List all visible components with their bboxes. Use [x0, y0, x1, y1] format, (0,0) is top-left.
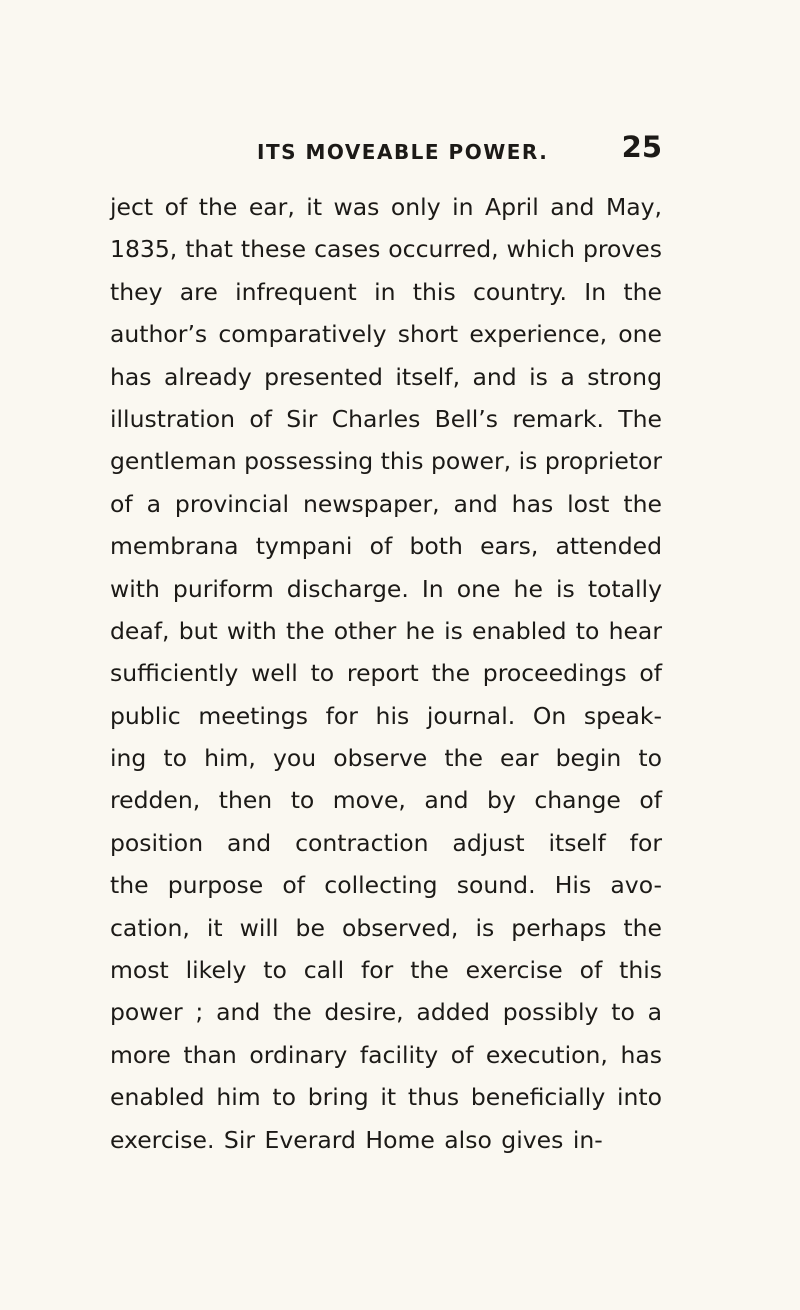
text-line: author’s comparatively short experience, one: [110, 320, 662, 349]
text-line: the purpose of collecting sound. His avo-: [110, 871, 662, 900]
text-line: most likely to call for the exercise of this: [110, 956, 662, 985]
text-line: power ; and the desire, added possibly to a: [110, 998, 662, 1027]
text-line: cation, it will be observed, is perhaps the: [110, 913, 662, 942]
text-line: position and contraction adjust itself for: [110, 828, 662, 857]
text-line: illustration of Sir Charles Bell’s remark. The: [110, 404, 662, 433]
text-line: gentleman possessing this power, is proprietor: [110, 447, 663, 476]
text-line: sufficiently well to report the proceedings of: [110, 659, 662, 688]
text-line: ing to him, you observe the ear begin to: [110, 744, 662, 773]
text-line: 1835, that these cases occurred, which proves: [110, 235, 662, 264]
text-line-last: exercise. Sir Everard Home also gives in-: [110, 1125, 603, 1154]
text-line: more than ordinary facility of execution, has: [110, 1040, 662, 1069]
page-number: 25: [621, 130, 662, 164]
running-head: [110, 130, 662, 170]
text-line: redden, then to move, and by change of: [110, 786, 662, 815]
body-text: [110, 186, 662, 1161]
text-line: public meetings for his journal. On speak-: [110, 701, 662, 730]
text-line: ject of the ear, it was only in April and May,: [110, 193, 662, 221]
text-line: of a provincial newspaper, and has lost the: [110, 489, 662, 518]
text-line: they are infrequent in this country. In the: [110, 277, 662, 306]
text-line: enabled him to bring it thus beneficially into: [110, 1083, 662, 1112]
text-line: with puriform discharge. In one he is totally: [110, 574, 662, 603]
running-title: ITS MOVEABLE POWER.: [257, 140, 549, 164]
text-line: membrana tympani of both ears, attended: [110, 532, 662, 561]
text-line: has already presented itself, and is a strong: [110, 362, 662, 391]
text-line: deaf, but with the other he is enabled to hear: [110, 616, 662, 645]
